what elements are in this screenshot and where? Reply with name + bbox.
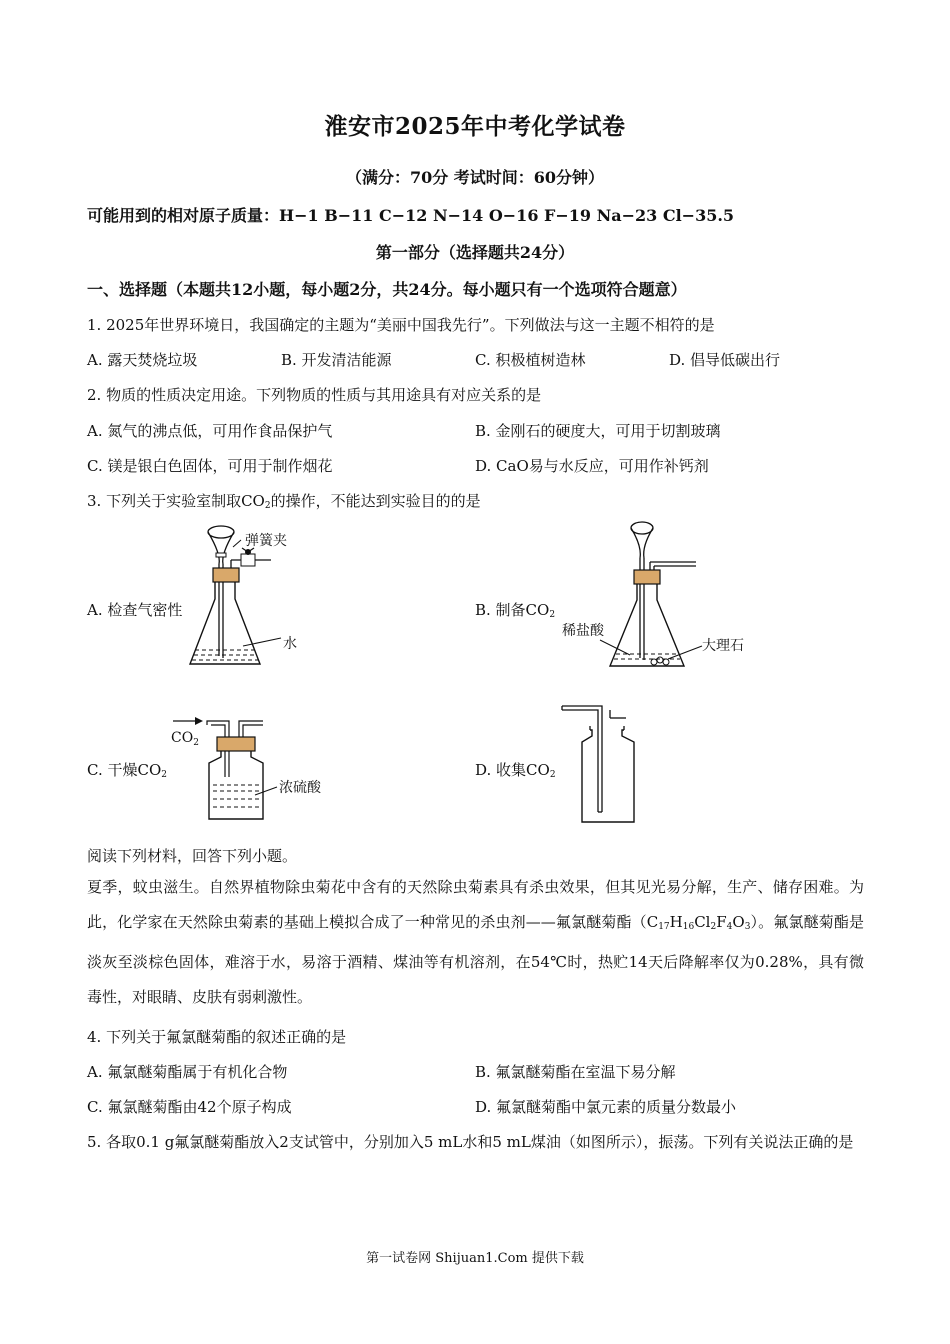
q1-stem: 1. 2025年世界环境日，我国确定的主题为“美丽中国我先行”。下列做法与这一主题不相符的是 — [87, 316, 715, 334]
section-title: 一、选择题（本题共12小题，每小题2分，共24分。每小题只有一个选项符合题意） — [87, 280, 687, 299]
exam-info: （满分：70分 考试时间：60分钟） — [345, 168, 605, 187]
q4-option-d: D. 氟氯醚菊酯中氯元素的质量分数最小 — [475, 1098, 737, 1116]
q5-stem: 5. 各取0.1 g氟氯醚菊酯放入2支试管中，分别加入5 mL水和5 mL煤油（如图所示），振荡。下列有关说法正确的是 — [87, 1133, 854, 1151]
fig-a-water-label: 水 — [283, 636, 297, 652]
page-title: 淮安市2025年中考化学试卷 — [324, 113, 626, 140]
q2-option-c: C. 镁是银白色固体，可用于制作烟花 — [87, 457, 333, 475]
fig-c-acid-label: 浓硫酸 — [279, 780, 321, 796]
page-footer: 第一试卷网 Shijuan1.Com 提供下载 — [366, 1251, 584, 1266]
part-title: 第一部分（选择题共24分） — [375, 243, 575, 262]
q1-option-d: D. 倡导低碳出行 — [669, 351, 781, 369]
material-paragraph: 夏季，蚊虫滋生。自然界植物除虫菊花中含有的天然除虫菊素具有杀虫效果，但其见光易分解，生产、储存困难。为此，化学家在天然除虫菊素的基础上模拟合成了一种常见的杀虫剂——氟氯醚菊酯$(C_{17}H_{16}Cl_2F_4O_3)$。氟氯醚菊酯是淡灰至淡棕色固体，难溶于水，易溶于酒精、煤油等有机溶剂，在54℃时，热贮14天后降解率仅为0.28%，具有微毒性，对眼睛、皮肤有弱刺激性。 — [87, 878, 864, 1006]
fig-b-acid-label: 稀盐酸 — [562, 623, 604, 639]
figure-prepare-co2 — [560, 518, 800, 678]
q4-option-c: C. 氟氯醚菊酯由42个原子构成 — [87, 1098, 292, 1116]
q2-option-b: B. 金刚石的硬度大，可用于切割玻璃 — [475, 422, 721, 440]
q3-option-a: A. 检查气密性 — [87, 601, 183, 619]
q4-stem: 4. 下列关于氟氯醚菊酯的叙述正确的是 — [87, 1028, 347, 1046]
q1-option-a: A. 露天焚烧垃圾 — [87, 351, 198, 369]
q2-option-a: A. 氮气的沸点低，可用作食品保护气 — [87, 422, 333, 440]
q1-option-c: C. 积极植树造林 — [475, 351, 586, 369]
q3-option-d: D. 收集$CO_2$ — [475, 761, 556, 780]
q4-option-b: B. 氟氯醚菊酯在室温下易分解 — [475, 1063, 676, 1081]
q3-stem: 3. 下列关于实验室制取$CO_2$的操作，不能达到实验目的的是 — [87, 492, 481, 511]
q1-option-b: B. 开发清洁能源 — [281, 351, 392, 369]
q3-option-c: C. 干燥$CO_2$ — [87, 761, 167, 780]
figure-collect-co2 — [560, 704, 640, 824]
atomic-masses: 可能用到的相对原子质量：H−1 B−11 C−12 N−14 O−16 F−19 Na−23 Cl−35.5 — [87, 206, 735, 225]
q3-option-b: B. 制备$CO_2$ — [475, 601, 556, 620]
q2-stem: 2. 物质的性质决定用途。下列物质的性质与其用途具有对应关系的是 — [87, 386, 542, 404]
q4-option-a: A. 氟氯醚菊酯属于有机化合物 — [87, 1063, 288, 1081]
q2-option-d: D. CaO易与水反应，可用作补钙剂 — [475, 457, 709, 475]
fig-b-marble-label: 大理石 — [702, 638, 744, 654]
fig-a-clamp-label: 弹簧夹 — [245, 533, 287, 549]
reading-intro: 阅读下列材料，回答下列小题。 — [87, 847, 298, 865]
figure-airtightness-check — [185, 524, 305, 674]
figure-dry-co2 — [165, 715, 345, 825]
fig-c-gas-label: $CO_2$ — [171, 730, 199, 748]
